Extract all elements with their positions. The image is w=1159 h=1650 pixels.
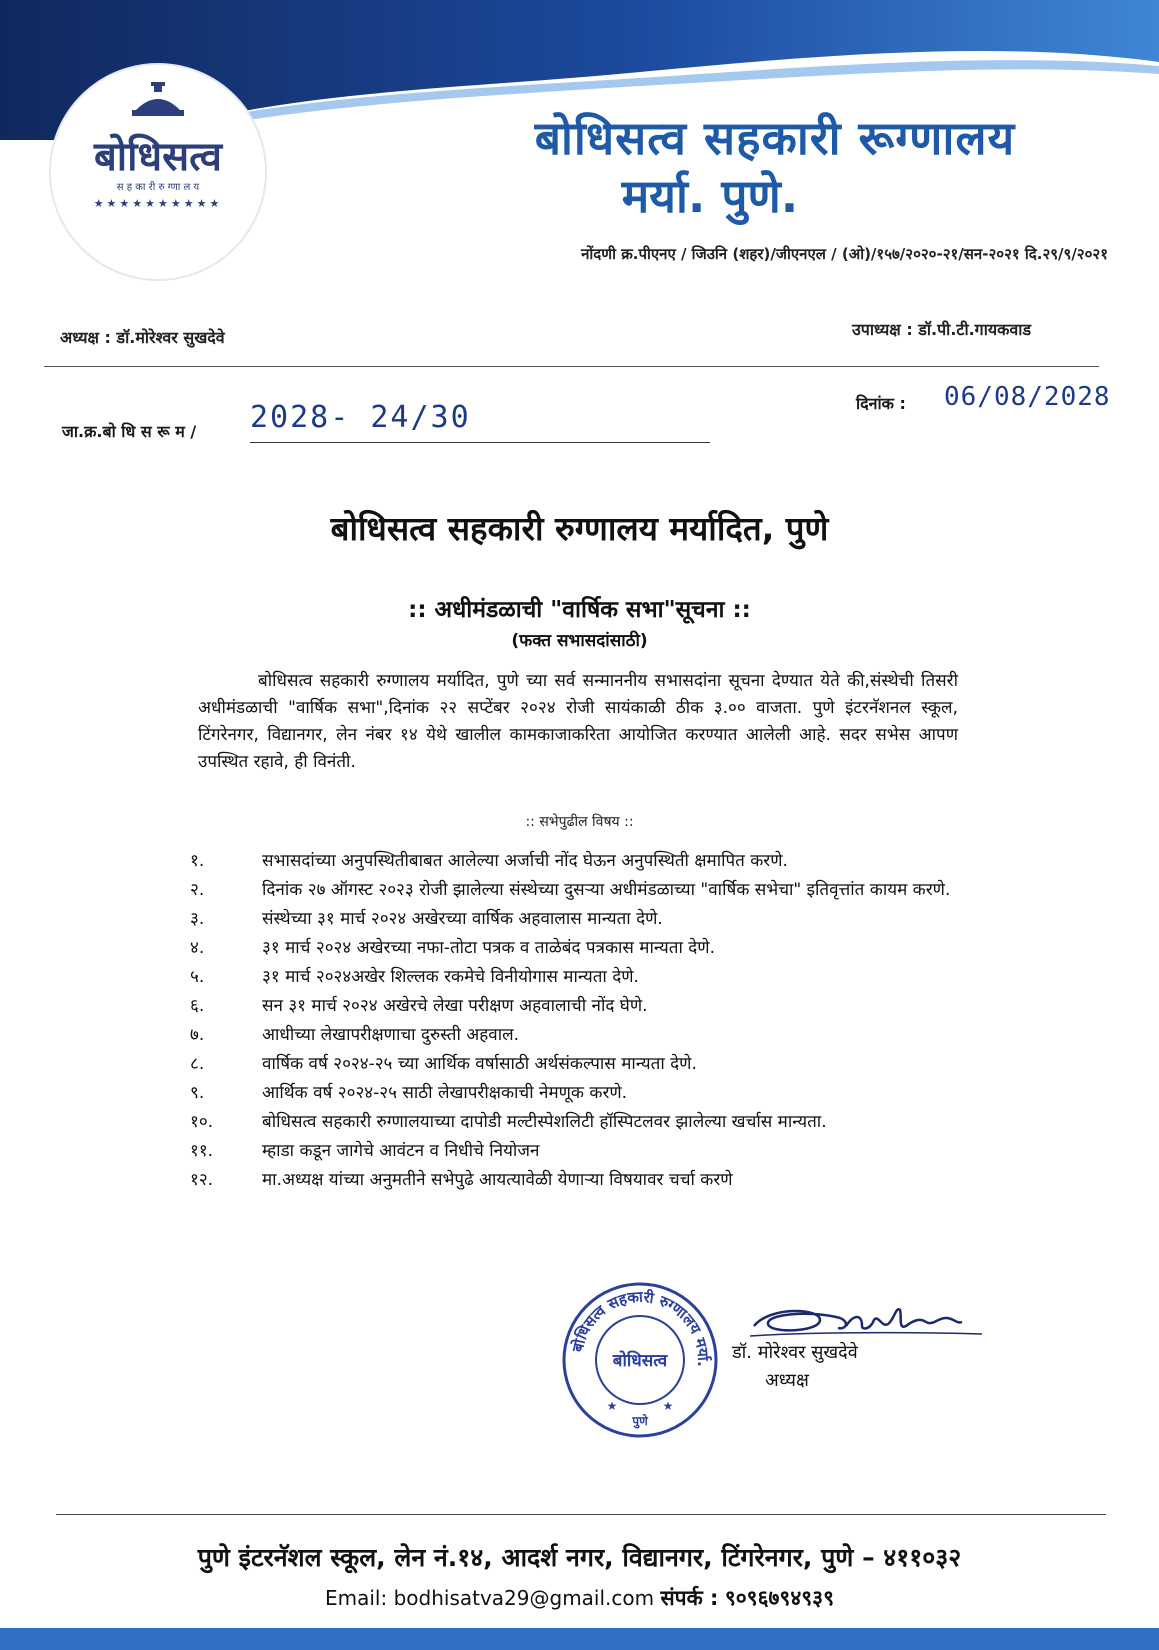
- agenda-item: [190, 935, 990, 962]
- agenda-heading: :: सभेपुढील विषय ::: [525, 814, 634, 830]
- agenda-number: ५.: [190, 967, 205, 987]
- agenda-text: सभासदांच्या अनुपस्थितीबाबत आलेल्या अर्जाची नोंद घेऊन अनुपस्थिती क्षमापित करणे.: [262, 851, 788, 871]
- agenda-item: [190, 848, 990, 875]
- date-label: दिनांक :: [856, 394, 906, 413]
- reference-label: जा.क्र.बो धि स रू म /: [62, 422, 197, 441]
- agenda-text: म्हाडा कडून जागेचे आवंटन व निधीचे नियोजन: [262, 1141, 540, 1161]
- agenda-item: [190, 1109, 990, 1136]
- stamp-center-text: बोधिसत्व: [612, 1351, 668, 1371]
- agenda-text: मा.अध्यक्ष यांच्या अनुमतीने सभेपुढे आयत्यावेळी येणाऱ्या विषयावर चर्चा करणे: [262, 1170, 733, 1190]
- agenda-text: बोधिसत्व सहकारी रुग्णालयाच्या दापोडी मल्टीस्पेशलिटी हॉस्पिटलवर झालेल्या खर्चास मान्यता.: [262, 1112, 827, 1132]
- reference-underline: [250, 442, 710, 443]
- footer-contact: [0, 1584, 1159, 1612]
- president-label: अध्यक्ष : डॉ.मोरेश्वर सुखदेवे: [60, 328, 225, 347]
- agenda-item: [190, 1167, 990, 1194]
- agenda-text: दिनांक २७ ऑगस्ट २०२३ रोजी झालेल्या संस्थेच्या दुसऱ्या अधीमंडळाच्या "वार्षिक सभेचा" इतिवृत्तांत कायम करणे.: [262, 880, 951, 900]
- hospital-logo: [48, 62, 268, 282]
- agenda-item: [190, 1080, 990, 1107]
- footer-divider: [56, 1514, 1106, 1515]
- logo-text: बोधिसत्व: [93, 134, 223, 180]
- agenda-item: [190, 1022, 990, 1049]
- stamp-star-icon: ★: [662, 1399, 674, 1413]
- stamp-star-icon: ★: [606, 1399, 618, 1413]
- agenda-text: आधीच्या लेखापरीक्षणाचा दुरुस्ती अहवाल.: [262, 1025, 520, 1045]
- agenda-number: ८.: [190, 1054, 205, 1074]
- contact-label: संपर्क :: [660, 1586, 719, 1610]
- vice-president-label: उपाध्यक्ष : डॉ.पी.टी.गायकवाड: [852, 320, 1032, 339]
- registration-number: नोंदणी क्र.पीएनए / जिउनि (शहर)/जीएनएल / (ओ)/१५७/२०२०-२१/सन-२०२१ दि.२९/९/२०२१: [581, 245, 1108, 263]
- org-name-suffix: मर्या. पुणे.: [621, 169, 799, 223]
- agenda-text: सन ३१ मार्च २०२४ अखेरचे लेखा परीक्षण अहवालाची नोंद घेणे.: [262, 996, 648, 1016]
- agenda-item: [190, 877, 990, 904]
- agenda-item: [190, 1051, 990, 1078]
- agenda-number: ९.: [190, 1083, 205, 1103]
- date-value: 06/08/2028: [944, 382, 1111, 412]
- agenda-item: [190, 1138, 990, 1165]
- agenda-text: आर्थिक वर्ष २०२४-२५ साठी लेखापरीक्षकाची नेमणूक करणे.: [262, 1083, 628, 1103]
- agenda-number: १.: [190, 851, 205, 871]
- stamp-city: पुणे: [632, 1414, 648, 1428]
- email-address[interactable]: bodhisatva29@gmail.com: [393, 1586, 655, 1610]
- agenda-item: [190, 906, 990, 933]
- signatory-role: अध्यक्ष: [765, 1370, 809, 1391]
- notice-body: [198, 668, 958, 776]
- reference-number: 2028- 24/30: [250, 400, 471, 435]
- footer-bar: [0, 1628, 1159, 1650]
- email-label: Email:: [324, 1586, 388, 1610]
- agenda-item: [190, 964, 990, 991]
- signatory-name: डॉ. मोरेश्वर सुखदेवे: [732, 1342, 858, 1363]
- phone-number[interactable]: ९०९६७९४९३९: [724, 1586, 835, 1610]
- agenda-text: ३१ मार्च २०२४अखेर शिल्लक रकमेचे विनीयोगास मान्यता देणे.: [262, 967, 639, 987]
- notice-title: :: अधीमंडळाची "वार्षिक सभा"सूचना ::: [408, 597, 751, 623]
- agenda-text: ३१ मार्च २०२४ अखेरच्या नफा-तोटा पत्रक व ताळेबंद पत्रकास मान्यता देणे.: [262, 938, 715, 958]
- agenda-number: ४.: [190, 938, 205, 958]
- footer-address: पुणे इंटरनॅशल स्कूल, लेन नं.१४, आदर्श नगर, विद्यानगर, टिंगरेनगर, पुणे – ४११०३२: [197, 1543, 962, 1572]
- agenda-number: १०.: [190, 1112, 214, 1132]
- agenda-text: संस्थेच्या ३१ मार्च २०२४ अखेरच्या वार्षिक अहवालास मान्यता देणे.: [262, 909, 663, 929]
- agenda-number: ७.: [190, 1025, 205, 1045]
- agenda-number: ११.: [190, 1141, 214, 1161]
- handwritten-signature: [750, 1296, 990, 1346]
- agenda-item: [190, 993, 990, 1020]
- agenda-text: वार्षिक वर्ष २०२४-२५ च्या आर्थिक वर्षासाठी अर्थसंकल्पास मान्यता देणे.: [262, 1054, 697, 1074]
- agenda-number: १२.: [190, 1170, 214, 1190]
- official-stamp: [560, 1280, 720, 1440]
- logo-stars: ★★★★★★★★★★: [93, 197, 223, 210]
- notice-subtitle: (फक्त सभासदांसाठी): [511, 631, 648, 651]
- notice-body-text: बोधिसत्व सहकारी रुग्णालय मर्यादित, पुणे च्या सर्व सन्माननीय सभासदांना सूचना देण्यात येते की,संस्थेची तिसरी अधीमंडळाची "वार्षिक सभा",दिनांक २२ सप्टेंबर २०२४ रोजी सायंकाळी ठीक ३.०० वाजता. पुणे इंटरनॅशनल स्कूल, टिंगरेनगर, विद्यानगर, लेन नंबर १४ येथे खालील कामकाजाकरिता आयोजित करण्यात आलेली आहे. सदर सभेस आपण उपस्थित रहावे, ही विनंती.: [198, 671, 958, 772]
- logo-tagline: स ह का री रु ग्णा ल य: [116, 182, 200, 193]
- org-name: बोधिसत्व सहकारी रूग्णालय: [534, 111, 1016, 165]
- stamp-ring-text: बोधिसत्व सहकारी रुग्णालय मर्या.: [568, 1287, 713, 1368]
- agenda-number: ६.: [190, 996, 205, 1016]
- header-divider: [44, 366, 1099, 367]
- agenda-list: [190, 848, 990, 1196]
- agenda-number: ३.: [190, 909, 205, 929]
- letter-heading: बोधिसत्व सहकारी रुग्णालय मर्यादित, पुणे: [330, 509, 829, 548]
- agenda-number: २.: [190, 880, 205, 900]
